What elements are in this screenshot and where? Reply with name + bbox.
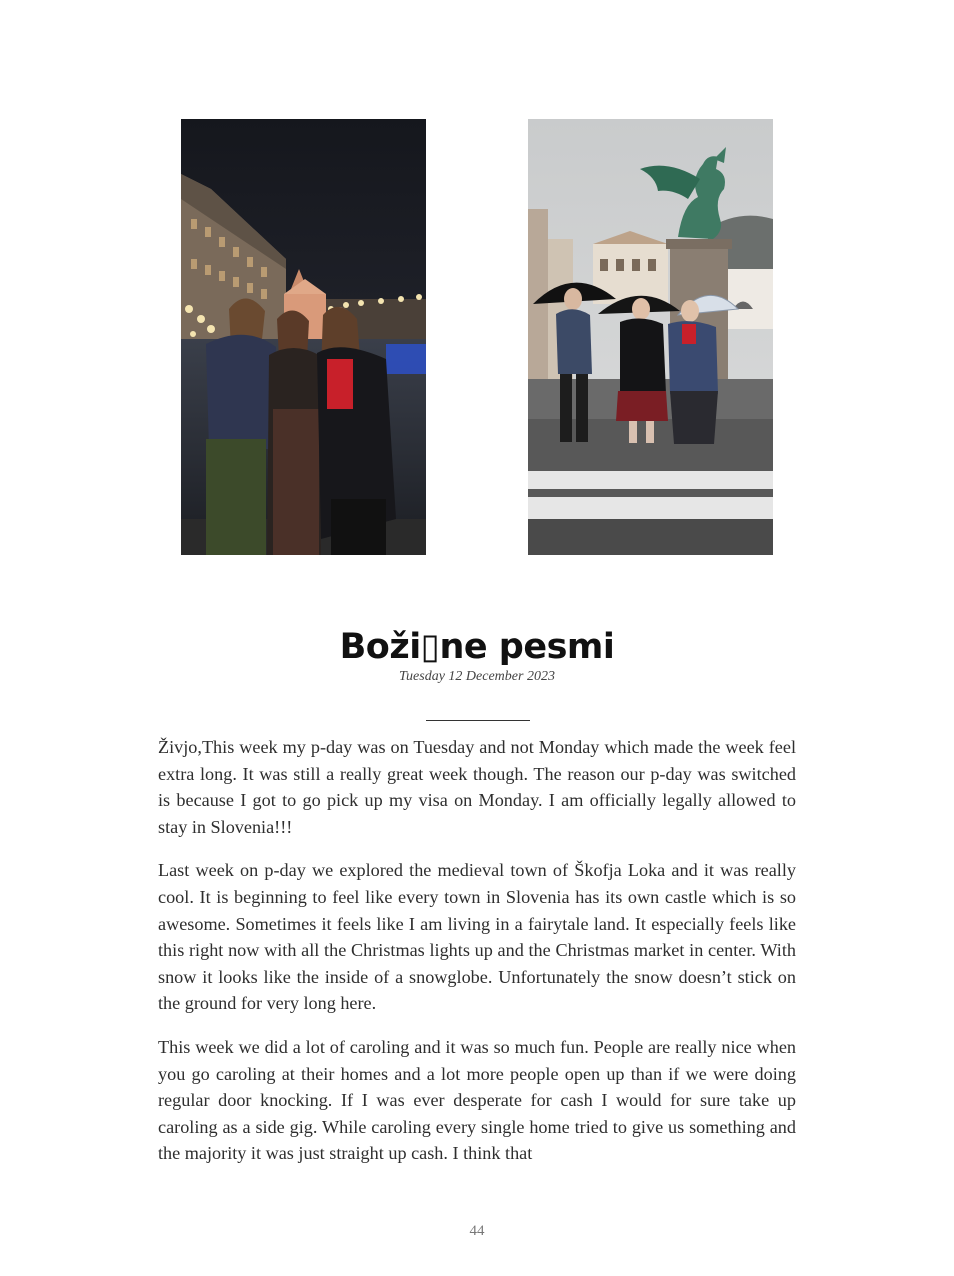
divider xyxy=(426,720,530,721)
article-title: Boži▯ne pesmi xyxy=(339,627,615,667)
article-date: Tuesday 12 December 2023 xyxy=(399,669,555,684)
article-body xyxy=(158,734,796,1184)
night-river-photo xyxy=(181,119,426,555)
page-number: 44 xyxy=(469,1223,485,1239)
paragraph: Živjo,This week my p-day was on Tuesday and not Monday which made the week feel extra long. It was still a really great week though. The reason our p-day was switched is because I got to go pick up my visa on Monday. I am officially legally allowed to stay in Slovenia!!! xyxy=(158,737,796,837)
paragraph: Last week on p-day we explored the medieval town of Škofja Loka and it was really cool. It is beginning to feel like every town in Slovenia has its own castle which is so awesome. Sometimes it feels like I am living in a fairytale land. It especially feels like this right now with all the Christmas lights up and the Christmas market in center. With snow it looks like the inside of a snowglobe. Unfortunately the snow doesn’t stick on the ground for very long here. xyxy=(158,860,796,1014)
paragraph: This week we did a lot of caroling and it was so much fun. People are really nice when you go caroling at their homes and a lot more people open up than if we were doing regular door knocking. If I was ever desperate for cash I would for sure take up caroling as a side gig. While caroling every single home tried to give us something and the majority it was just straight up cash. I think that xyxy=(158,1036,796,1164)
dragon-bridge-photo xyxy=(528,119,773,555)
